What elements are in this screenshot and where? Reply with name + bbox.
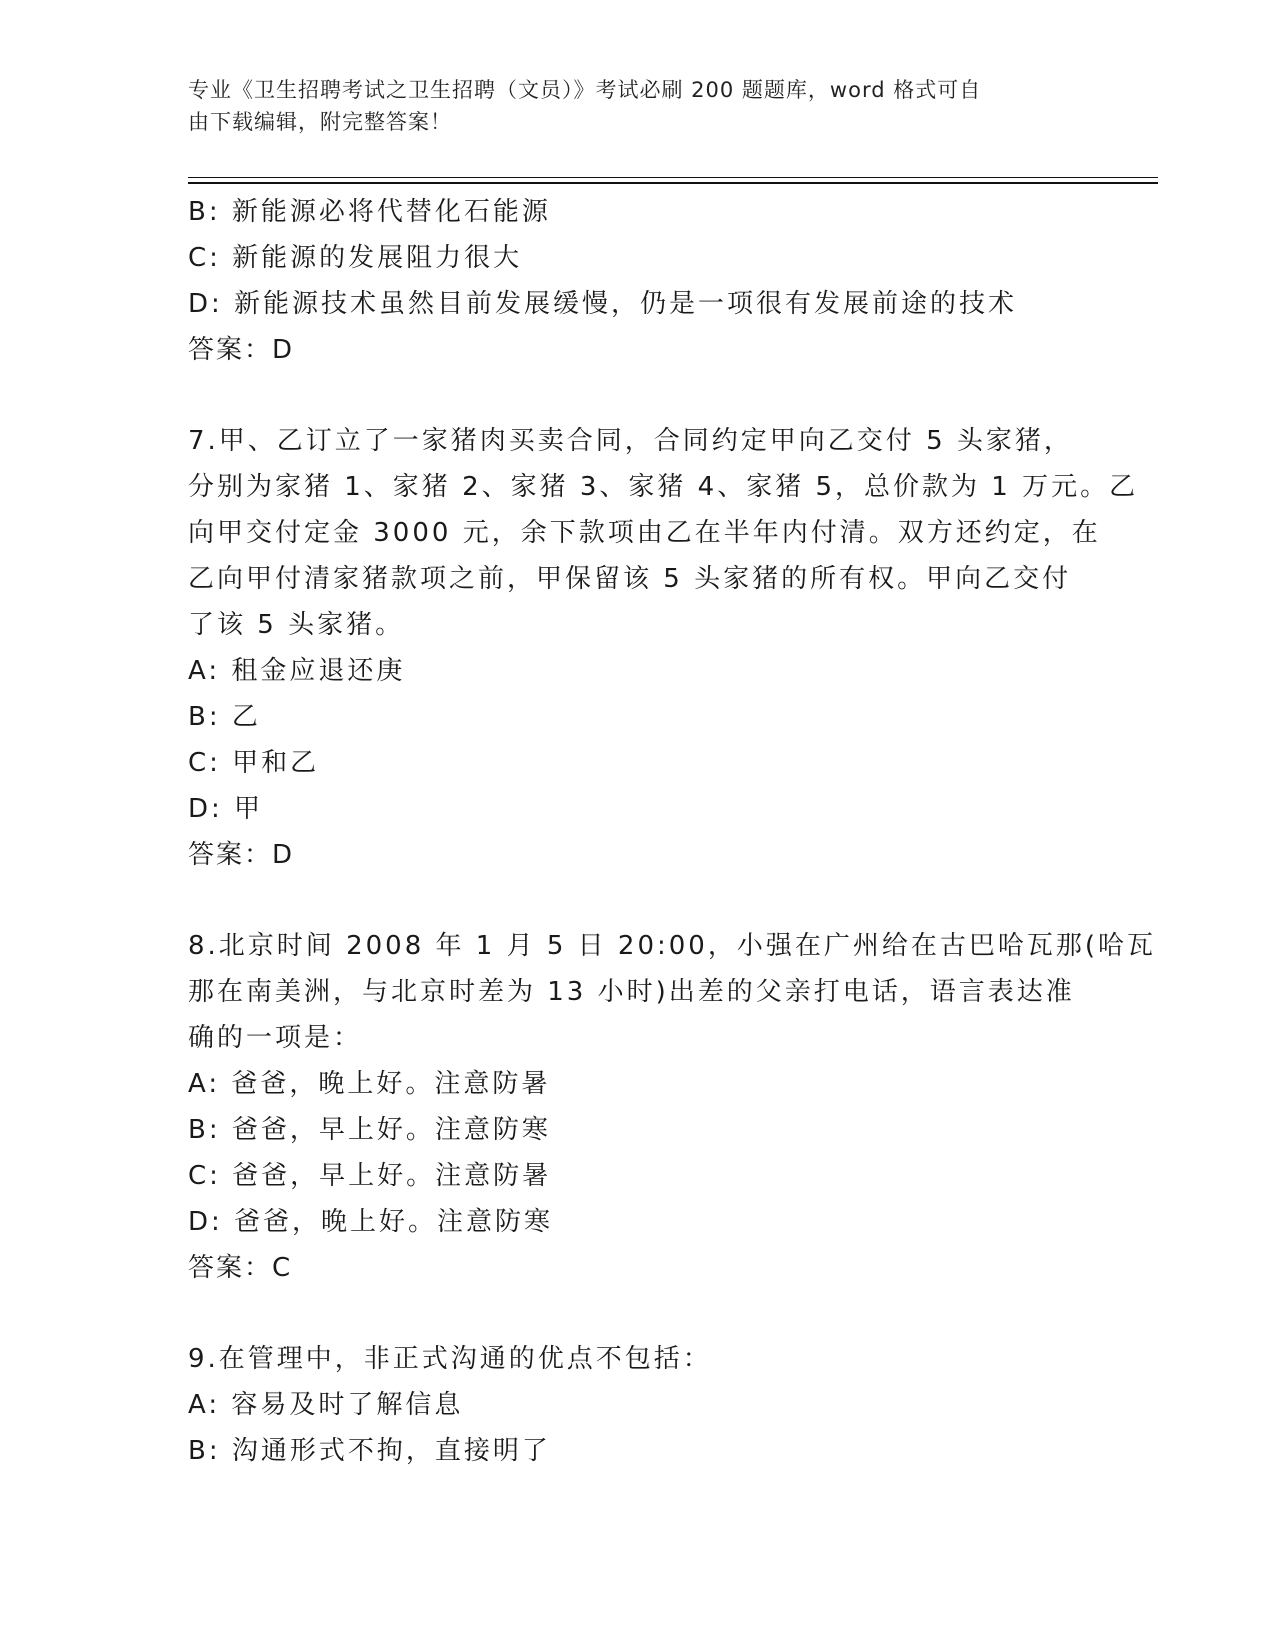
question-text-line: 了该 5 头家猪。 bbox=[188, 610, 405, 640]
question-text-line: 那在南美洲，与北京时差为 13 小时)出差的父亲打电话，语言表达准 bbox=[188, 977, 1075, 1007]
option-c: C: 新能源的发展阻力很大 bbox=[188, 243, 523, 273]
answer-line: 答案：D bbox=[188, 335, 295, 365]
question-text-line: 8.北京时间 2008 年 1 月 5 日 20:00，小强在广州给在古巴哈瓦那(哈瓦 bbox=[188, 931, 1156, 961]
answer-line: 答案：C bbox=[188, 1253, 293, 1283]
question-list bbox=[188, 189, 1156, 1474]
question-text-line: 9.在管理中，非正式沟通的优点不包括： bbox=[188, 1344, 712, 1374]
option-b: B: 沟通形式不拘，直接明了 bbox=[188, 1436, 551, 1466]
question-block-9 bbox=[188, 1336, 1088, 1474]
header-divider-thin bbox=[188, 177, 1158, 178]
header-divider-thick bbox=[188, 182, 1158, 184]
question-text-line: 向甲交付定金 3000 元，余下款项由乙在半年内付清。双方还约定，在 bbox=[188, 518, 1101, 548]
question-block-prev bbox=[188, 189, 1088, 373]
option-b: B: 乙 bbox=[188, 702, 261, 732]
option-a: A: 容易及时了解信息 bbox=[188, 1390, 464, 1420]
option-a: A: 租金应退还庚 bbox=[188, 656, 406, 686]
header-line-2: 由下载编辑，附完整答案！ bbox=[188, 110, 452, 134]
option-b: B: 爸爸，早上好。注意防寒 bbox=[188, 1115, 551, 1145]
answer-line: 答案：D bbox=[188, 840, 295, 870]
question-block-8 bbox=[188, 923, 1156, 1291]
option-d: D: 新能源技术虽然目前发展缓慢，仍是一项很有发展前途的技术 bbox=[188, 289, 1018, 319]
question-text-line: 7.甲、乙订立了一家猪肉买卖合同，合同约定甲向乙交付 5 头家猪， bbox=[188, 426, 1073, 456]
document-header bbox=[188, 74, 1068, 138]
question-block-7 bbox=[188, 418, 1139, 878]
header-line-1: 专业《卫生招聘考试之卫生招聘（文员）》考试必刷 200 题题库，word 格式可自 bbox=[188, 78, 982, 102]
option-c: C: 爸爸，早上好。注意防暑 bbox=[188, 1161, 552, 1191]
question-text-line: 确的一项是： bbox=[188, 1023, 363, 1053]
option-d: D: 甲 bbox=[188, 794, 264, 824]
option-d: D: 爸爸，晚上好。注意防寒 bbox=[188, 1207, 554, 1237]
question-text-line: 分别为家猪 1、家猪 2、家猪 3、家猪 4、家猪 5，总价款为 1 万元。乙 bbox=[188, 472, 1139, 502]
option-c: C: 甲和乙 bbox=[188, 748, 320, 778]
option-b: B: 新能源必将代替化石能源 bbox=[188, 197, 551, 227]
question-text-line: 乙向甲付清家猪款项之前，甲保留该 5 头家猪的所有权。甲向乙交付 bbox=[188, 564, 1072, 594]
option-a: A: 爸爸，晚上好。注意防暑 bbox=[188, 1069, 551, 1099]
